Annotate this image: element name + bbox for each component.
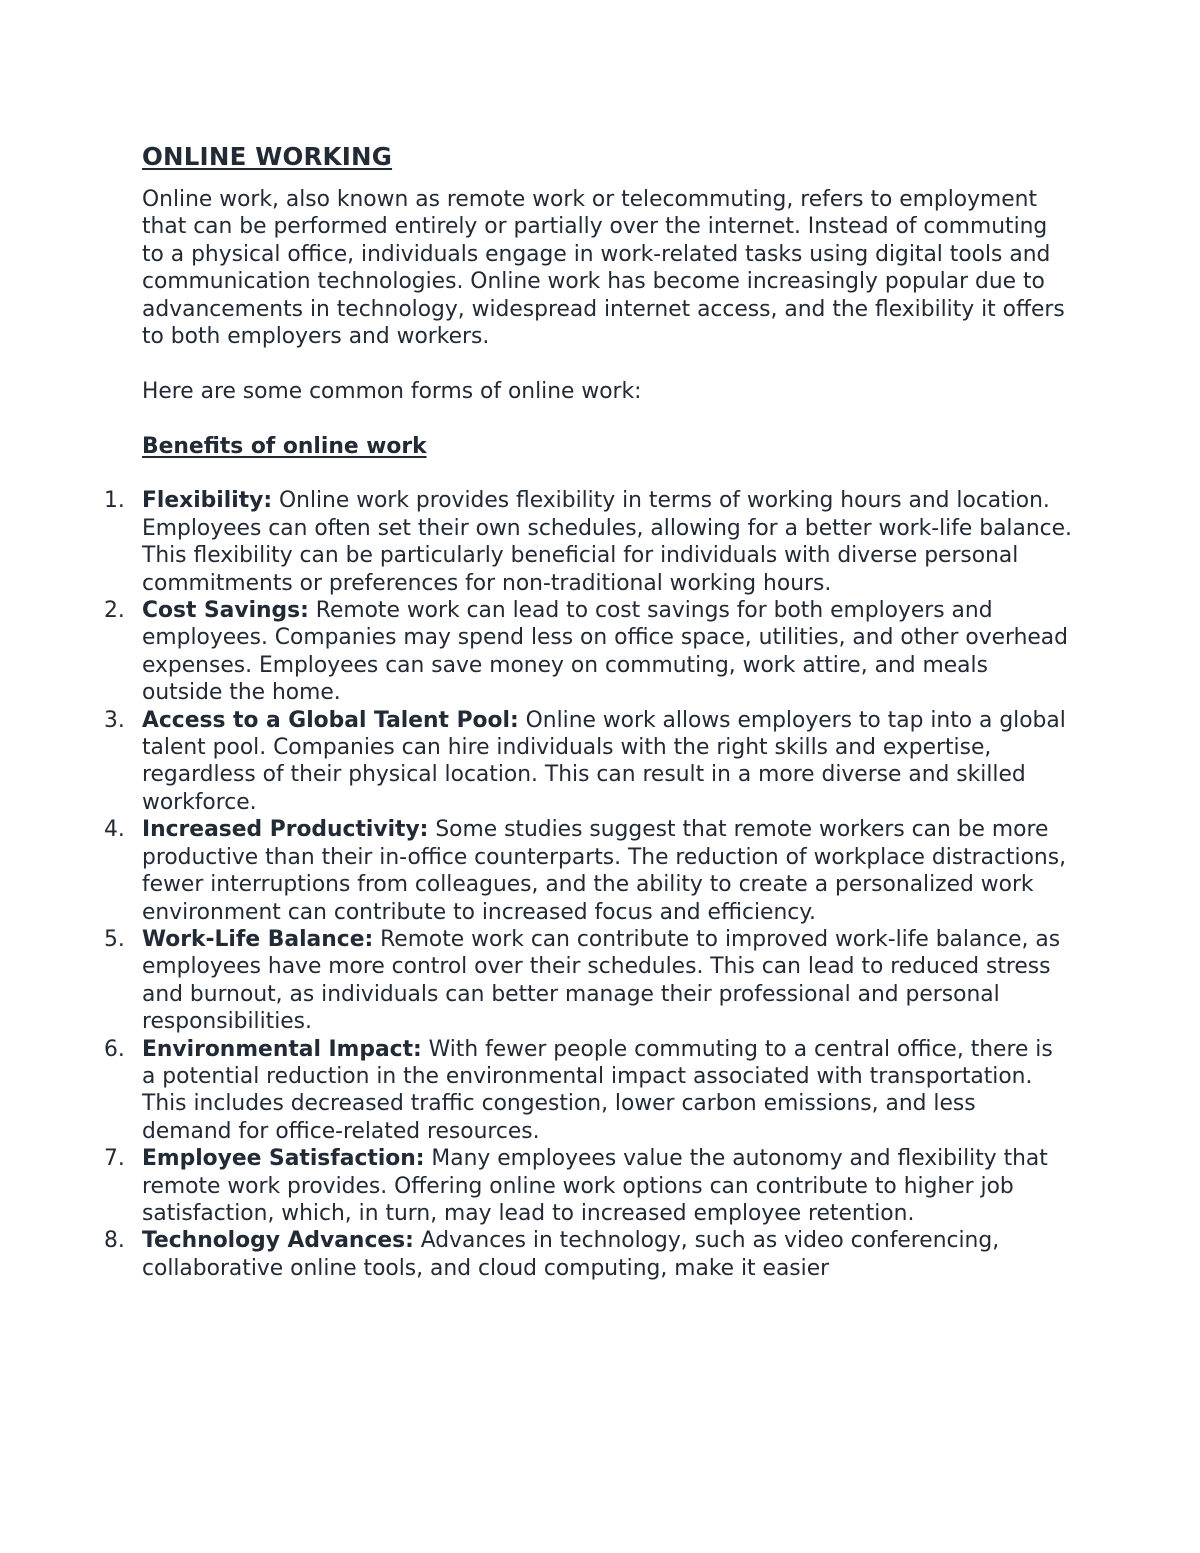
list-item — [104, 1145, 1072, 1227]
list-item-number: 6. — [104, 1036, 125, 1062]
list-item-text: Some studies suggest that remote workers can be more productive than their in-office counterparts. The reduction of workplace distractions, fewer interruptions from colleagues, and the ability to create a personalized work environment can contribute to increased focus and efficiency. — [142, 817, 1067, 925]
list-item-text: Online work provides flexibility in terms of working hours and location. Employees can often set their own schedules, allowing for a better work-life balance. This flexibility can be particularly beneficial for individuals with diverse personal commitments or preferences for non-traditional working hours. — [142, 488, 1072, 596]
list-item-text: Remote work can lead to cost savings for both employers and employees. Companies may spend less on office space, utilities, and other overhead expenses. Employees can save money on commuting, work attire, and meals outside the home. — [142, 598, 1068, 706]
list-item-term: Increased Productivity: — [142, 817, 429, 843]
list-item-number: 7. — [104, 1146, 125, 1172]
spacer — [142, 460, 1072, 487]
list-item-term: Employee Satisfaction: — [142, 1146, 425, 1172]
list-item-text: Many employees value the autonomy and flexibility that remote work provides. Offering online work options can contribute to higher job satisfaction, which, in turn, may lead to increased employee retention. — [142, 1146, 1048, 1226]
list-item-text: Online work allows employers to tap into a global talent pool. Companies can hire individuals with the right skills and expertise, regardless of their physical location. This can result in a more diverse and skilled workforce. — [142, 707, 1066, 815]
list-item-number: 8. — [104, 1228, 125, 1254]
benefits-list — [104, 487, 1072, 1282]
spacer — [142, 350, 1072, 377]
list-item-term: Work-Life Balance: — [142, 926, 374, 952]
list-item — [104, 707, 1072, 817]
list-item-number: 1. — [104, 488, 125, 514]
list-item-term: Technology Advances: — [142, 1228, 414, 1254]
list-item-text: Advances in technology, such as video conferencing, collaborative online tools, and cloud computing, make it easier — [142, 1228, 1000, 1281]
list-item-text: With fewer people commuting to a central office, there is a potential reduction in the environmental impact associated with transportation. This includes decreased traffic congestion, lower carbon emissions, and less demand for office-related resources. — [142, 1036, 1053, 1144]
list-item-number: 5. — [104, 926, 125, 952]
list-item — [104, 816, 1072, 926]
document-page — [104, 140, 1072, 1282]
list-item-number: 4. — [104, 817, 125, 843]
list-item-term: Environmental Impact: — [142, 1036, 422, 1062]
list-item — [104, 597, 1072, 707]
list-item-number: 3. — [104, 707, 125, 733]
list-item — [104, 487, 1072, 597]
list-item — [104, 1036, 1072, 1146]
benefits-heading: Benefits of online work — [142, 433, 427, 459]
list-item — [104, 1227, 1072, 1282]
list-item — [104, 926, 1072, 1036]
document-title: ONLINE WORKING — [142, 142, 393, 171]
list-item-term: Cost Savings: — [142, 598, 309, 624]
spacer — [142, 405, 1072, 432]
intro-paragraph: Online work, also known as remote work or telecommuting, refers to employment that can be performed entirely or partially over the internet. Instead of commuting to a physical office, individuals engage in work-related tasks using digital tools and communication technologies. Online work has become increasingly popular due to advancements in technology, widespread internet access, and the flexibility it offers to both employers and workers. — [142, 187, 1065, 350]
forms-intro-paragraph: Here are some common forms of online work: — [142, 378, 642, 404]
list-item-term: Access to a Global Talent Pool: — [142, 707, 519, 733]
list-item-number: 2. — [104, 598, 125, 624]
list-item-text: Remote work can contribute to improved work-life balance, as employees have more control over their schedules. This can lead to reduced stress and burnout, as individuals can better manage their professional and personal responsibilities. — [142, 926, 1061, 1035]
list-item-term: Flexibility: — [142, 488, 273, 514]
